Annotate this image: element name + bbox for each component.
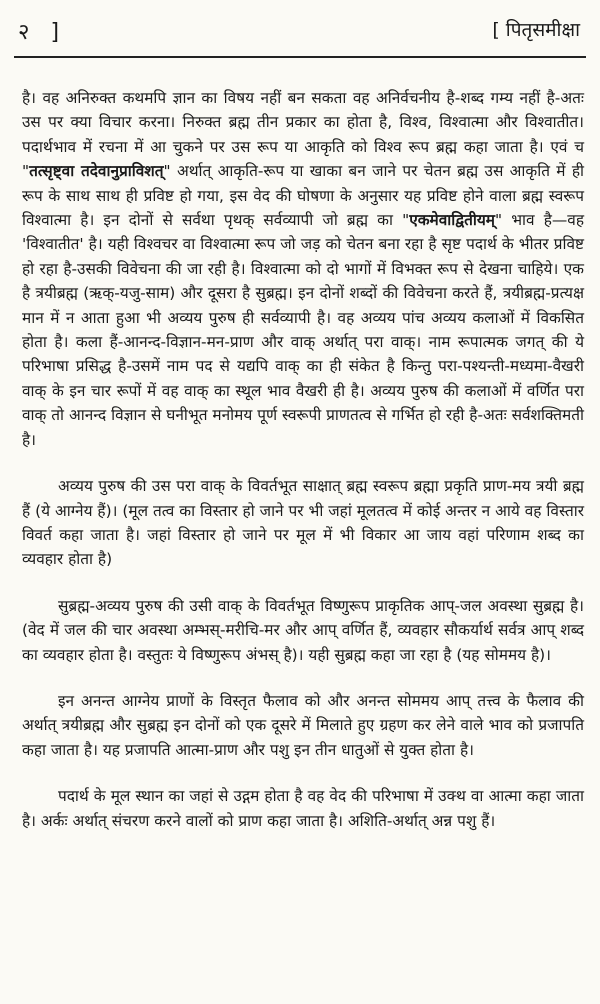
page-number-bracket: ] xyxy=(50,20,60,45)
running-title: [ पितृसमीक्षा xyxy=(492,19,580,41)
paragraph-5: पदार्थ के मूल स्थान का जहां से उद्गम होता है वह वेद की परिभाषा में उक्थ वा आत्मा कहा जाता है। अर्कः अर्थात् संचरण करने वालों को प्राण कहा जाता है। अशिति-अर्थात् अन्न पशु हैं। xyxy=(22,787,584,830)
page-header xyxy=(14,14,586,48)
vedic-quote-2: एकमेवाद्वितीयम् xyxy=(409,211,495,230)
page-number-text: २ xyxy=(18,20,30,45)
body-text xyxy=(22,86,584,855)
paragraph-1-part-2: " अर्थात् आकृति-रूप या खाका बन जाने पर चेतन ब्रह्म उस आकृति में ही रूप के साथ साथ ही प्रविष्ट हो गया, इस वेद की घोषणा के अनुसार यह प्रविष्ट होने वाला ब्रह्म स्वरूप विश्वात्मा है। इन दोनों से सर्वथा पृथक् सर्वव्यापी जो ब्रह्म का " xyxy=(22,162,584,230)
paragraph-2: अव्यय पुरुष की उस परा वाक् के विवर्तभूत साक्षात् ब्रह्म स्वरूप ब्रह्मा प्रकृति प्राण-मय त्रयी ब्रह्म हैं (ये आग्नेय हैं)। (मूल तत्व का विस्तार हो जाने पर भी जहां मूलतत्व में कोई अन्तर न आये वह विस्तार विवर्त कहा जाता है। जहां विस्तार हो जाने पर मूल में भी विकार आ जाय वहां परिणाम शब्द का व्यवहार होता है) xyxy=(22,477,584,569)
paragraph-1-part-3: " भाव है—वह 'विश्वातीत' है। यही विश्वचर वा विश्वात्मा रूप जो जड़ को चेतन बना रहा है सृष्ट पदार्थ के भीतर प्रविष्ट हो रहा है-उसकी विवेचना की जा रही है। विश्वात्मा को दो भागों में विभक्त रूप से देखना चाहिये। एक है त्रयीब्रह्म (ऋक्-यजु-साम) और दूसरा है सुब्रह्म। इन दोनों शब्दों की विवेचना करते हैं, त्रयीब्रह्म-प्रत्यक्ष मान में न आता हुआ भी अव्यय पुरुष ही सर्वव्यापी है। वह अव्यय पांच अव्यय कलाओं में विकसित होता है। कला हैं-आनन्द-विज्ञान-मन-प्राण और वाक् अर्थात् परा वाक्। नाम रूपात्मक जगत् की ये परिभाषा प्रसिद्ध है-उसमें नाम पद से यद्यपि वाक् का ही संकेत है किन्तु परा-पश्यन्ती-मध्यमा-वैखरी वाक् के इन चार रूपों में वह वाक् का स्थूल भाव वैखरी ही है। अव्यय पुरुष की कलाओं में वर्णित परा वाक् तो आनन्द विज्ञान से घनीभूत मनोमय पूर्ण स्वरूपी प्राणतत्व से गर्भित हो रही है-अतः सर्वशक्तिमती है। xyxy=(22,211,584,449)
header-divider xyxy=(14,56,586,58)
vedic-quote-1: तत्सृष्ट्वा तदेवानुप्राविशत् xyxy=(29,162,164,181)
paragraph-1 xyxy=(22,86,584,452)
paragraph-1-part-1: है। वह अनिरुक्त कथमपि ज्ञान का विषय नहीं बन सकता वह अनिर्वचनीय है-शब्द गम्य नहीं है-अतः उस पर क्या विचार करना। निरुक्त ब्रह्म तीन प्रकार का होता है, विश्व, विश्वात्मा और विश्वातीत। पदार्थभाव में रचना में आ चुकने पर उस रूप या आकृति को विश्व रूप ब्रह्म कहा जाता है। एवं च " xyxy=(22,89,584,181)
paragraph-3: सुब्रह्म-अव्यय पुरुष की उसी वाक् के विवर्तभूत विष्णुरूप प्राकृतिक आप्-जल अवस्था सुब्रह्म है। (वेद में जल की चार अवस्था अम्भस्-मरीचि-मर और आप् वर्णित हैं, व्यवहार सौकर्यार्थ सर्वत्र आप् शब्द का व्यवहार होता है। वस्तुतः ये विष्णुरूप अंभस् है)। यही सुब्रह्म कहा जा रहा है (यह सोममय है)। xyxy=(22,596,584,664)
page-number xyxy=(18,16,59,46)
paragraph-4: इन अनन्त आग्नेय प्राणों के विस्तृत फैलाव को और अनन्त सोममय आप् तत्त्व के फैलाव की अर्थात् त्रयीब्रह्म और सुब्रह्म इन दोनों को एक दूसरे में मिलाते हुए ग्रहण कर लेने वाले भाव को प्रजापति कहा जाता है। यह प्रजापति आत्मा-प्राण और पशु इन तीन धातुओं से युक्त होता है। xyxy=(22,691,584,759)
